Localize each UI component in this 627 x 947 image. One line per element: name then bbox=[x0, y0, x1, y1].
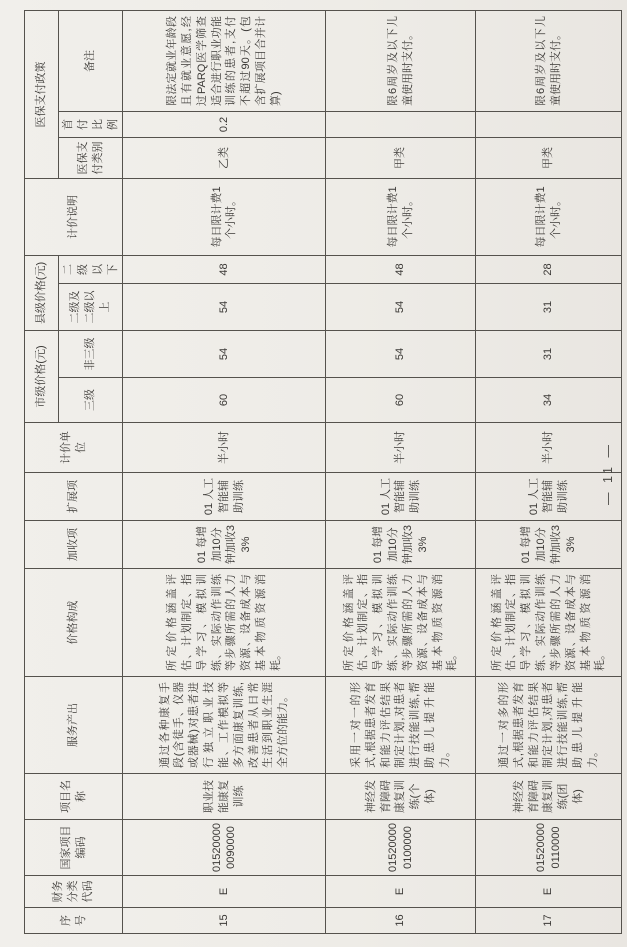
table-row-16 bbox=[326, 10, 476, 933]
cell-finance-code: E bbox=[476, 876, 622, 908]
col-header-serial: 序号 bbox=[25, 908, 123, 934]
cell-pay-category: 甲类 bbox=[476, 137, 622, 178]
cell-service-output: 通过各种康复手段(含徒手、仪器或器械)对患者进行独立职业技能、工作模拟等多方面康复训练,改善患者从日常生活到职业生涯全方位的能力。 bbox=[123, 677, 326, 774]
col-header-pricing-note: 计价说明 bbox=[25, 178, 123, 255]
cell-extension-item: 01 人工智能辅助训练 bbox=[326, 473, 476, 521]
col-header-service-output: 服务产出 bbox=[25, 677, 123, 774]
cell-tier2-above-price: 54 bbox=[326, 283, 476, 330]
header-row-groups bbox=[25, 10, 59, 933]
col-group-county-price: 县级价格(元) bbox=[25, 255, 59, 330]
cell-pricing-unit: 半小时 bbox=[326, 423, 476, 473]
cell-service-output: 通过一对多的形式,根据患者发育和能力评估结果制定计划,对患者进行技能训练,帮助患儿提升能力。 bbox=[476, 677, 622, 774]
cell-non-tier3-price: 54 bbox=[326, 330, 476, 377]
cell-first-pay-ratio bbox=[476, 111, 622, 137]
col-group-insurance-policy: 医保支付政策 bbox=[25, 10, 59, 178]
cell-serial: 15 bbox=[123, 908, 326, 934]
col-header-finance-code: 财务分类代码 bbox=[25, 876, 123, 908]
cell-finance-code: E bbox=[123, 876, 326, 908]
cell-extension-item: 01 人工智能辅助训练 bbox=[476, 473, 622, 521]
cell-serial: 17 bbox=[476, 908, 622, 934]
col-header-tier2-above: 二级及二级以上 bbox=[59, 283, 123, 330]
cell-surcharge-item: 01 每增加10分钟加收33% bbox=[476, 521, 622, 569]
col-header-tier3: 三级 bbox=[59, 378, 123, 423]
cell-project-name: 神经发育障碍康复训练(个体) bbox=[326, 774, 476, 820]
cell-price-composition: 所定价格涵盖评估、计划制定、指导学习、模拟训练、实际动作训练等步骤所需的人力资源、设备成本与基本物质资源消耗。 bbox=[123, 569, 326, 677]
cell-extension-item: 01 人工智能辅助训练 bbox=[123, 473, 326, 521]
cell-surcharge-item: 01 每增加10分钟加收33% bbox=[326, 521, 476, 569]
col-header-national-code: 国家项目编码 bbox=[25, 820, 123, 876]
cell-surcharge-item: 01 每增加10分钟加收33% bbox=[123, 521, 326, 569]
col-header-non-tier3: 非三级 bbox=[59, 330, 123, 377]
page-number: — 11 — bbox=[601, 442, 615, 505]
cell-pricing-unit: 半小时 bbox=[123, 423, 326, 473]
table-row-17 bbox=[476, 10, 622, 933]
cell-tier3-price: 34 bbox=[476, 378, 622, 423]
cell-project-name: 神经发育障碍康复训练(团体) bbox=[476, 774, 622, 820]
cell-tier2-below-price: 48 bbox=[326, 255, 476, 283]
table-sheet bbox=[24, 10, 622, 934]
cell-project-name: 职业技能康复训练 bbox=[123, 774, 326, 820]
cell-national-code: 01520000 0110000 bbox=[476, 820, 622, 876]
cell-tier3-price: 60 bbox=[326, 378, 476, 423]
col-header-price-composition: 价格构成 bbox=[25, 569, 123, 677]
cell-tier2-above-price: 54 bbox=[123, 283, 326, 330]
cell-pricing-note: 每日限计费1个小时。 bbox=[326, 178, 476, 255]
col-header-first-pay-ratio: 首付比例 bbox=[59, 111, 123, 137]
cell-pricing-note: 每日限计费1个小时。 bbox=[476, 178, 622, 255]
cell-pay-category: 乙类 bbox=[123, 137, 326, 178]
cell-first-pay-ratio bbox=[326, 111, 476, 137]
cell-tier2-above-price: 31 bbox=[476, 283, 622, 330]
col-header-project-name: 项目名称 bbox=[25, 774, 123, 820]
col-header-surcharge-item: 加收项 bbox=[25, 521, 123, 569]
col-header-extension-item: 扩展项 bbox=[25, 473, 123, 521]
cell-pricing-unit: 半小时 bbox=[476, 423, 622, 473]
cell-price-composition: 所定价格涵盖评估、计划制定、指导学习、模拟训练、实际动作训练等步骤所需的人力资源、设备成本与基本物质资源消耗。 bbox=[476, 569, 622, 677]
col-header-pay-category: 医保支付类别 bbox=[59, 137, 123, 178]
col-header-remarks: 备注 bbox=[59, 10, 123, 111]
cell-serial: 16 bbox=[326, 908, 476, 934]
cell-remarks: 限6周岁及以下儿童使用时支付。 bbox=[476, 10, 622, 111]
col-header-tier2-below: 二级以下 bbox=[59, 255, 123, 283]
cell-national-code: 01520000 0100000 bbox=[326, 820, 476, 876]
cell-national-code: 01520000 0090000 bbox=[123, 820, 326, 876]
cell-finance-code: E bbox=[326, 876, 476, 908]
cell-pay-category: 甲类 bbox=[326, 137, 476, 178]
cell-price-composition: 所定价格涵盖评估、计划制定、指导学习、模拟训练、实际动作训练等步骤所需的人力资源、设备成本与基本物质资源消耗。 bbox=[326, 569, 476, 677]
cell-pricing-note: 每日限计费1个小时。 bbox=[123, 178, 326, 255]
col-header-pricing-unit: 计价单位 bbox=[25, 423, 123, 473]
cell-tier2-below-price: 28 bbox=[476, 255, 622, 283]
cell-non-tier3-price: 54 bbox=[123, 330, 326, 377]
medical-service-price-table bbox=[24, 10, 622, 934]
cell-tier2-below-price: 48 bbox=[123, 255, 326, 283]
col-group-city-price: 市级价格(元) bbox=[25, 330, 59, 422]
table-row-15 bbox=[123, 10, 326, 933]
cell-remarks: 限法定就业年龄段且有就业意愿,经过PARQ医学筛查适合进行职业功能训练的患者,支付不超过90天。(包含扩展项目合并计算) bbox=[123, 10, 326, 111]
cell-first-pay-ratio: 0.2 bbox=[123, 111, 326, 137]
cell-service-output: 采用一对一的形式,根据患者发育和能力评估结果制定计划,对患者进行技能训练,帮助患儿提升能力。 bbox=[326, 677, 476, 774]
cell-non-tier3-price: 31 bbox=[476, 330, 622, 377]
cell-remarks: 限6周岁及以下儿童使用时支付。 bbox=[326, 10, 476, 111]
cell-tier3-price: 60 bbox=[123, 378, 326, 423]
